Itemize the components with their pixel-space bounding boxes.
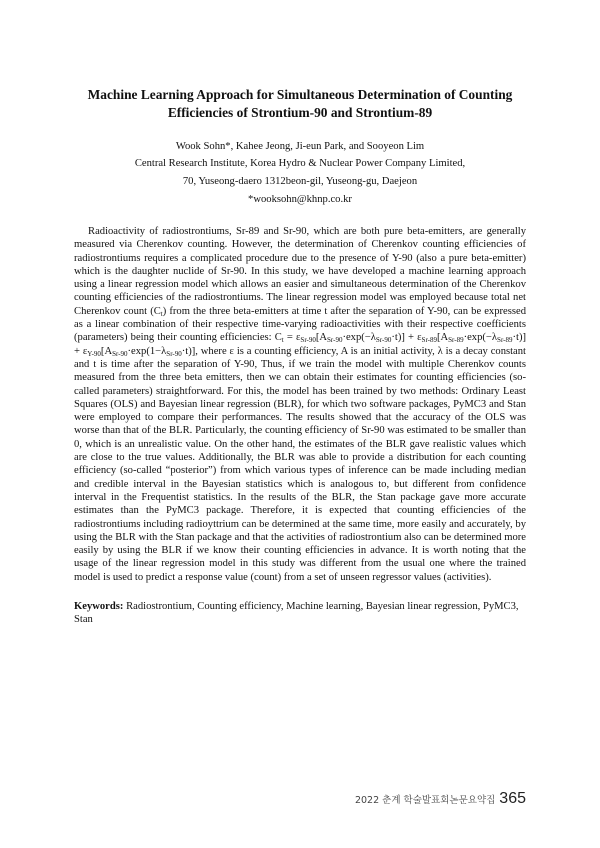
authors: Wook Sohn*, Kahee Jeong, Ji-eun Park, and Sooyeon Lim: [175, 141, 425, 152]
subscript: Sr-90: [112, 349, 128, 358]
page-footer: [355, 790, 526, 808]
title-line-2: Efficiencies of Strontium-90 and Strontium-89: [167, 105, 433, 120]
address: 70, Yuseong-daero 1312beon-gil, Yuseong-gu, Daejeon: [182, 176, 418, 187]
page-number: 365: [499, 790, 526, 807]
subscript: Sr-89: [497, 336, 513, 345]
paper-title: [60, 86, 540, 122]
subscript: Sr-89: [421, 336, 437, 345]
subscript: Sr-89: [448, 336, 464, 345]
subscript: Sr-90: [327, 336, 343, 345]
abstract: [74, 225, 526, 584]
abstract-text: ) from the three beta-emitters at time t after the separation of Y-90, can be expressed as a linear combination of their respective time-varying radioactivities with their respective coefficients (parameters) being their counting efficiencies: C: [74, 305, 526, 344]
affiliation: Central Research Institute, Korea Hydro & Nuclear Power Company Limited,: [134, 158, 466, 169]
abstract-text: ·exp(1−λ: [127, 345, 167, 357]
subscript: Sr-90: [300, 336, 316, 345]
subscript: t: [281, 336, 284, 345]
subscript: Y-90: [87, 349, 101, 358]
footer-volume: 2022 춘계 학술발표회논문요약집: [354, 795, 496, 806]
title-line-1: Machine Learning Approach for Simultaneous Determination of Counting: [87, 87, 513, 102]
abstract-text: ·t)], where ε is a counting efficiency, A is an initial activity, λ is a decay constant and t is time after the separation of Y-90, Thus, if we train the model with multiple Cherenkov counts measured from the three beta emitters, then we can obtain their estimates for counting efficiencies (so-called parameters) straightforward. For this, the model has been trained by two methods: Ordinary Least Squares (OLS) and Bayesian linear regression (BLR), for which two software packages, PyMC3 and Stan were employed to compare their performances. The results showed that the accuracy of the OLS was worse than that of the BLR. Particularly, the counting efficiency of Sr-90 was estimated to be smaller than 0, which is an unrealistic value. On the other hand, the estimates of the BLR gave realistic values which are close to the true values. Additionally, the BLR was able to provide a distribution for each counting efficiency (so-called “posterior”) from which various types of inference can be made including median and credible interval in the Bayesian statistics which is analogous to, but different from confidence interval in the Frequentist statistics. In the results of the BLR, the Stan package gave more accurate estimates than the PyMC3 package. Therefore, it is expected that counting efficiencies of the radiostrontiums including radioyttrium can be determined at the same time, more easily and accurately, by using the BLR with the Stan package and that the activities of radiostrontium also can be determined more easily by using the BLR if we know their counting efficiencies in advance. It is worth noting that the usage of the linear regression model in this study was different from the usual one where the trained model is used to predict a response value (count) from a set of unseen regressor values (activities).: [74, 345, 526, 583]
abstract-text: [A: [436, 332, 449, 344]
abstract-text: = ε: [283, 332, 301, 344]
abstract-text: ·exp(−λ: [342, 332, 376, 344]
abstract-text: ·t)] + ε: [74, 332, 526, 357]
abstract-text: ·t)] + ε: [391, 332, 422, 344]
subscript: t: [160, 309, 163, 318]
abstract-text: [A: [315, 332, 328, 344]
abstract-text: [A: [100, 345, 113, 357]
abstract-text: ·exp(−λ: [463, 332, 498, 344]
keywords: [74, 600, 526, 627]
keywords-label: Keywords:: [74, 601, 124, 612]
subscript: Sr-90: [166, 349, 182, 358]
keywords-list: Radiostrontium, Counting efficiency, Machine learning, Bayesian linear regression, PyMC3, Stan: [74, 601, 519, 626]
subscript: Sr-90: [375, 336, 392, 345]
abstract-text: Radioactivity of radiostrontiums, Sr-89 and Sr-90, which are both pure beta-emitters, are generally measured via Cherenkov counting. However, the determination of Cherenkov counting efficiencies of radiostrontiums requires a complicated procedure due to the presence of Y-90 (also a pure beta-emitter) which is the daughter nuclide of Sr-90. In this study, we have developed a machine learning approach using a linear regression model which allows an easier and simultaneous determination of the Cherenkov counting efficiencies of the radiostrontiums. The linear regression model was employed because total net Cherenkov count (C: [74, 226, 526, 317]
contact-email: *wooksohn@khnp.co.kr: [248, 194, 352, 205]
